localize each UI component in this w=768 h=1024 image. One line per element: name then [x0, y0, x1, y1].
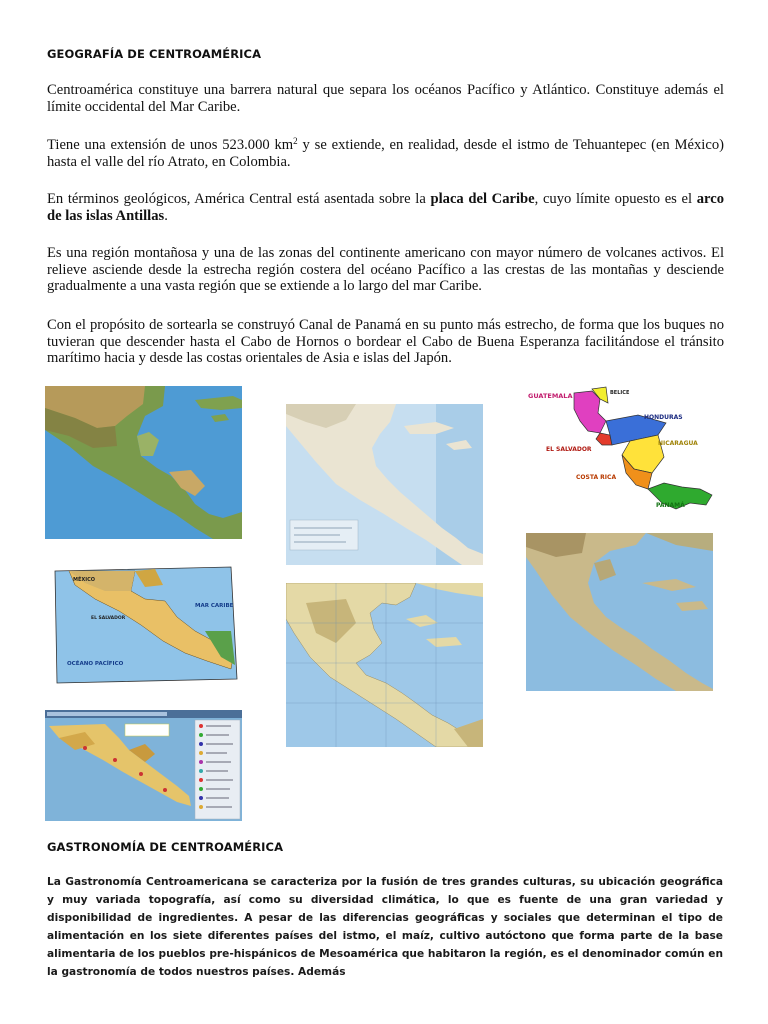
paragraph-extension	[47, 137, 724, 170]
gulf-caribbean-map-image	[526, 533, 713, 691]
extension-text-a: Tiene una extensión de unos 523.000 km	[47, 137, 294, 153]
label-belice: BELICE	[610, 390, 630, 396]
relief-map-image	[45, 386, 242, 539]
section-title-geografia: GEOGRAFÍA DE CENTROAMÉRICA	[47, 47, 262, 61]
paragraph-geologia	[47, 191, 724, 224]
illustrated-map-image	[45, 710, 242, 821]
regional-label-mexico: MÉXICO	[73, 577, 96, 583]
regional-label-pacifico: OCÉANO PACÍFICO	[67, 661, 124, 667]
regional-label-caribe: MAR CARIBE	[195, 603, 234, 609]
section-title-gastronomia: GASTRONOMÍA DE CENTROAMÉRICA	[47, 840, 284, 854]
geologia-text-b: , cuyo límite opuesto es el	[534, 191, 697, 207]
label-panama: PANAMÁ	[656, 502, 685, 509]
mexico-centroamerica-map-image	[286, 583, 483, 747]
paragraph-gastronomia: La Gastronomía Centroamericana se caracteriza por la fusión de tres grandes culturas, su ubicación geográfica y muy variada topografía, así como su diversidad climática, lo que es fuente de una gran variedad y disponibilidad de ingredientes. A pesar de las diferencias geográficas y sociales que determinan el tipo de alimentación en los siete diferentes países del istmo, el maíz, cultivo autóctono que forma parte de la base alimentaria de los pueblos pre-hispánicos de Mesoamérica que habitaron la región, es el denominador común en la gastronomía de todos nuestros países. Además	[47, 876, 723, 978]
ocean-relief-map-image	[286, 404, 483, 565]
label-guatemala: GUATEMALA	[528, 392, 573, 400]
label-honduras: HONDURAS	[644, 414, 683, 421]
geologia-text-c: .	[164, 207, 168, 224]
extension-superscript: 2	[293, 136, 298, 146]
label-el-salvador: EL SALVADOR	[546, 446, 592, 453]
political-map-image	[526, 385, 723, 516]
paragraph-relieve: Es una región montañosa y una de las zonas del continente americano con mayor número de volcanes activos. El relieve asciende desde la estrecha región costera del océano Pacífico a las crestas de las montañas y desciende gradualmente a una vasta región que se extiende a lo largo del mar Caribe.	[47, 245, 724, 294]
paragraph-canal: Con el propósito de sortearla se construyó Canal de Panamá en su punto más estrecho, de forma que los buques no tuvieran que descender hasta el Cabo de Hornos o bordear el Cabo de Buena Esperanza facilitándose el tránsito marítimo hacia y desde las costas orientales de Asia e islas del Japón.	[47, 317, 724, 366]
paragraph-barrera: Centroamérica constituye una barrera natural que separa los océanos Pacífico y Atlántico. Constituye además el límite occidental del Mar Caribe.	[47, 82, 724, 115]
extension-text-b: y se extiende, en realidad, desde el istmo de Tehuantepec (en México) hasta el valle del río Atrato, en Colombia.	[47, 137, 724, 170]
regional-label-el-salvador: EL SALVADOR	[91, 616, 126, 621]
label-nicaragua: NICARAGUA	[658, 440, 698, 447]
geologia-text-a: En términos geológicos, América Central está asentada sobre la	[47, 191, 431, 207]
regional-map-image	[45, 561, 242, 689]
label-costa-rica: COSTA RICA	[576, 474, 617, 481]
placa-caribe-bold: placa del Caribe	[430, 191, 535, 207]
arco-antillas-bold: arco de las islas Antillas	[47, 191, 724, 224]
